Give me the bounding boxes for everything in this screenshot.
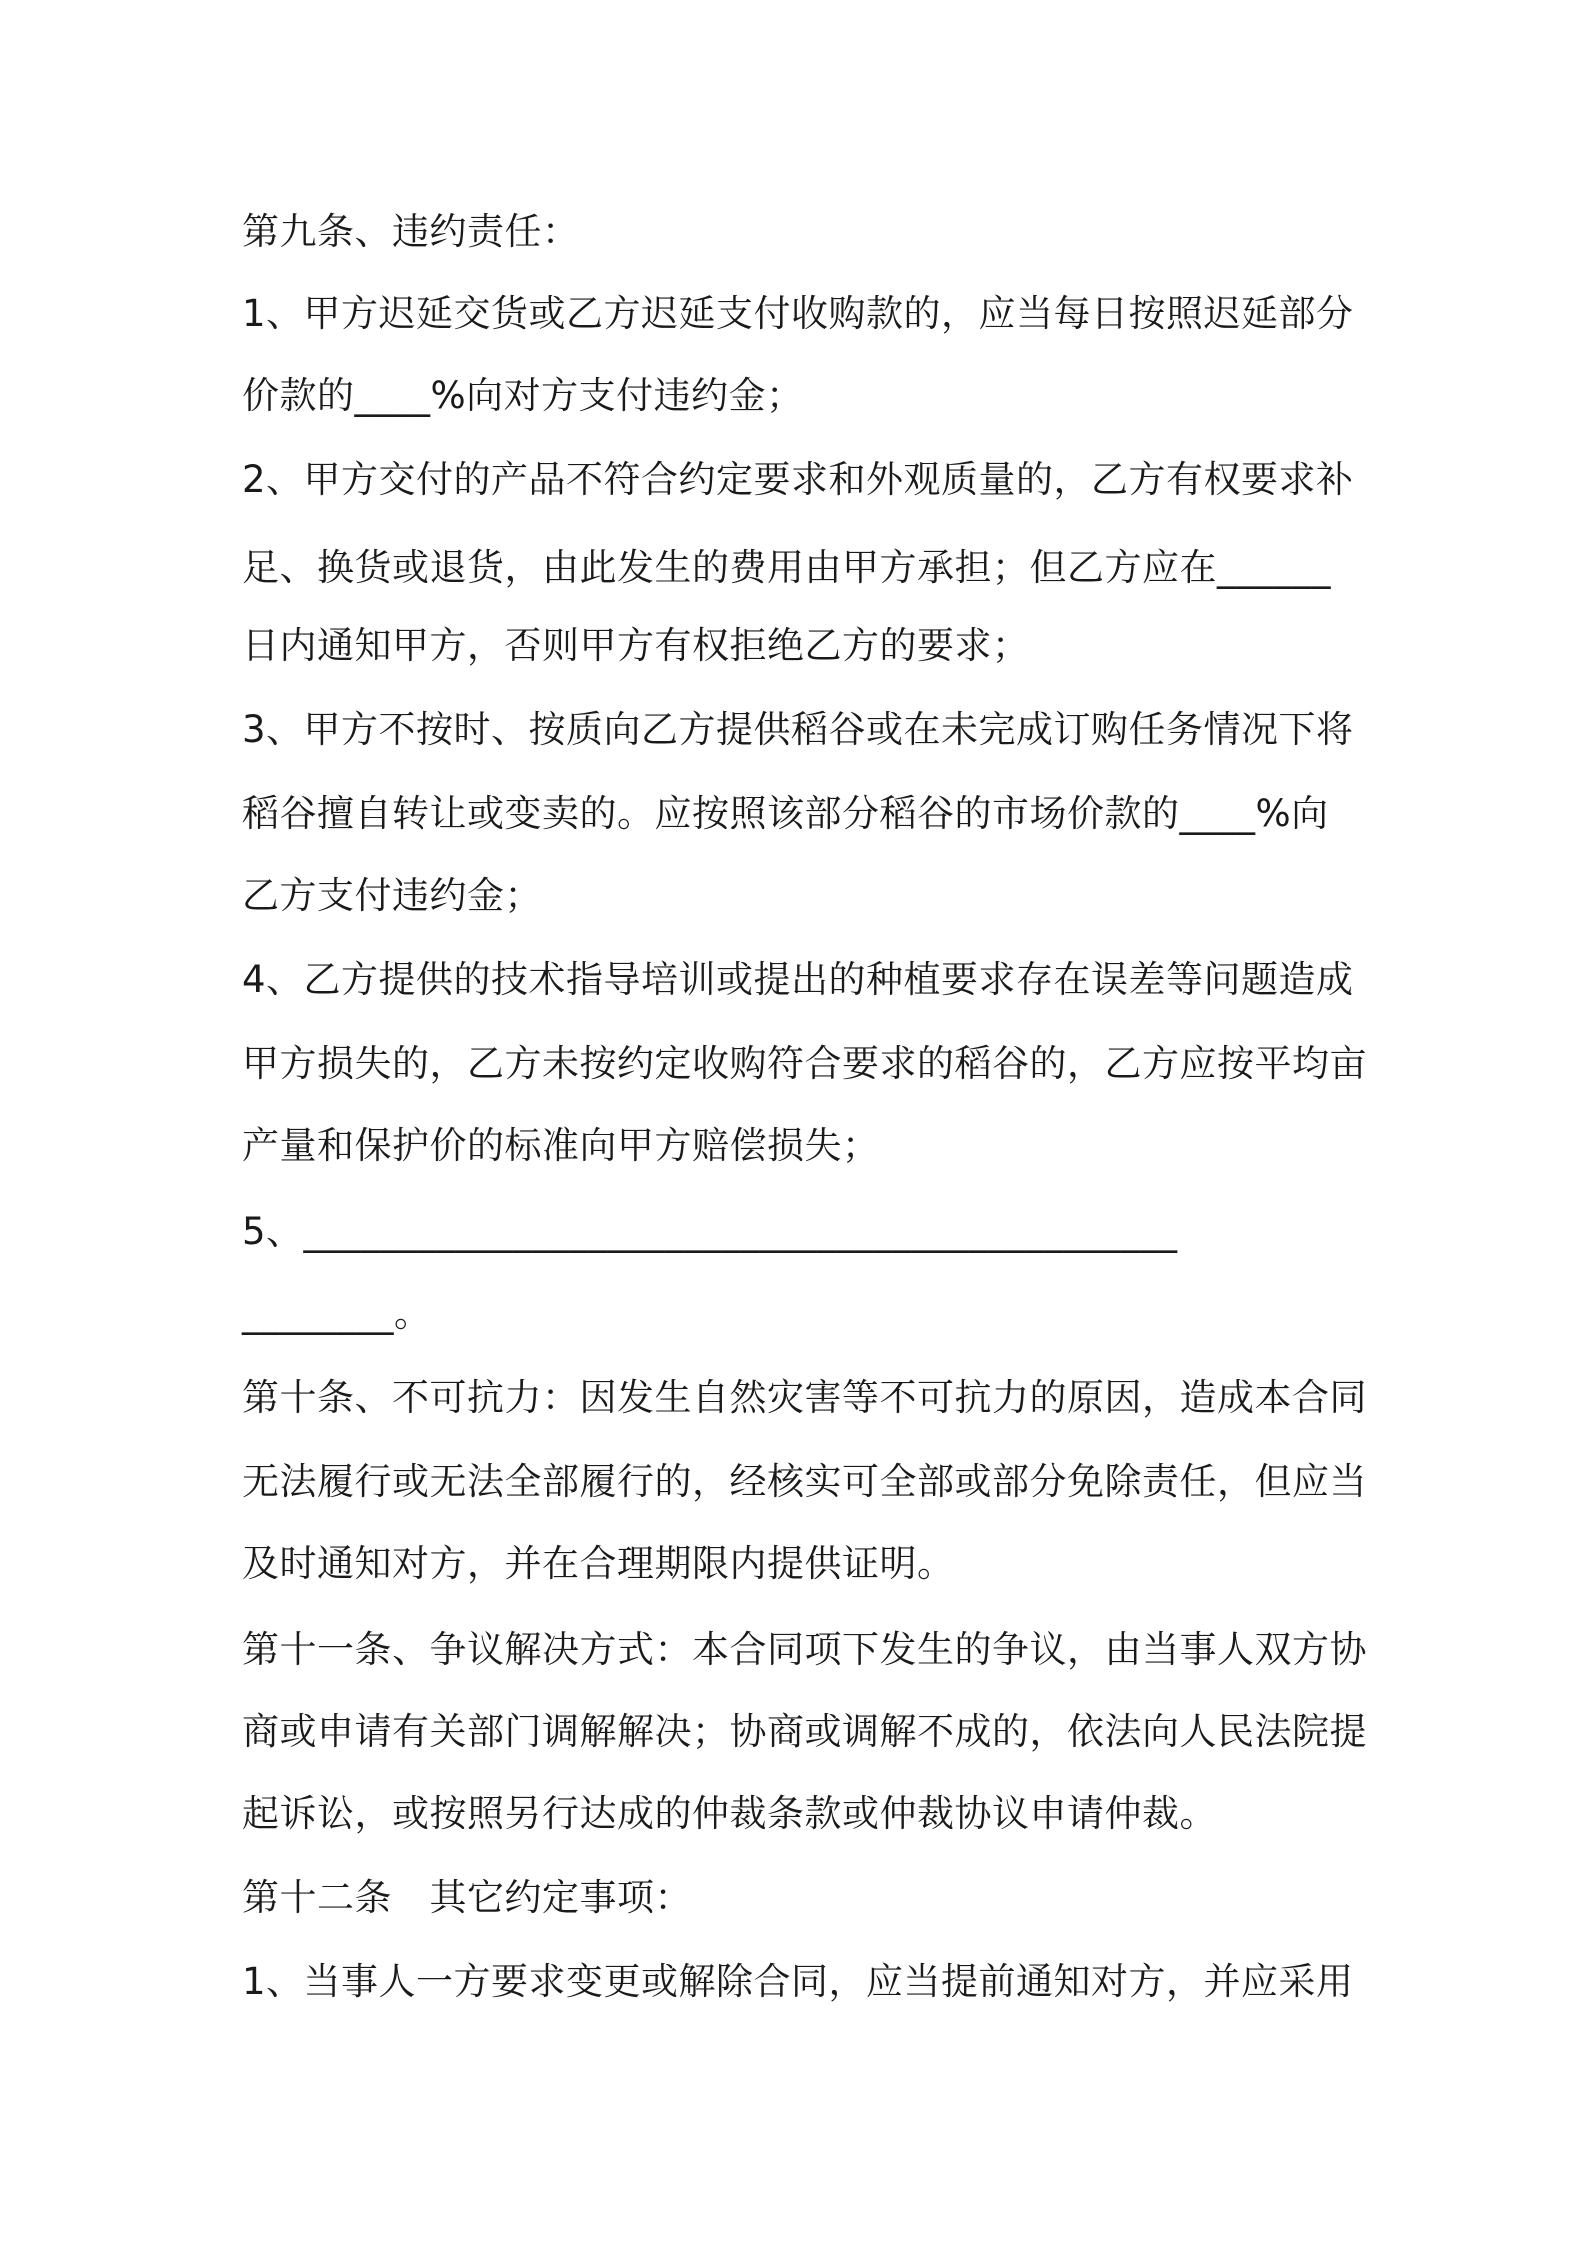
text-line: ________。 <box>242 1292 432 1335</box>
text-line: 3、甲方不按时、按质向乙方提供稻谷或在未完成订购任务情况下将 <box>242 708 1354 751</box>
article-10-heading: 第十条、不可抗力：因发生自然灾害等不可抗力的原因，造成本合同 <box>242 1376 1367 1419</box>
text-line: 无法履行或无法全部履行的，经核实可全部或部分免除责任，但应当 <box>242 1460 1367 1503</box>
text-line: 2、甲方交付的产品不符合约定要求和外观质量的，乙方有权要求补 <box>242 458 1354 501</box>
article-9-heading: 第九条、违约责任： <box>242 210 580 253</box>
text-line: 1、甲方迟延交货或乙方迟延支付收购款的，应当每日按照迟延部分 <box>242 292 1354 335</box>
article-12-heading: 第十二条 其它约定事项： <box>242 1876 692 1919</box>
text-line: 乙方支付违约金； <box>242 874 542 917</box>
text-line: 商或申请有关部门调解解决；协商或调解不成的，依法向人民法院提 <box>242 1710 1367 1753</box>
text-line: 5、______________________________________________ <box>242 1210 1178 1253</box>
text-line: 足、换货或退货，由此发生的费用由甲方承担；但乙方应在______ <box>242 546 1331 589</box>
text-line: 日内通知甲方，否则甲方有权拒绝乙方的要求； <box>242 624 1030 667</box>
article-11-heading: 第十一条、争议解决方式：本合同项下发生的争议，由当事人双方协 <box>242 1628 1367 1671</box>
text-line: 价款的____%向对方支付违约金； <box>242 374 804 417</box>
text-line: 及时通知对方，并在合理期限内提供证明。 <box>242 1542 955 1585</box>
text-line: 产量和保护价的标准向甲方赔偿损失； <box>242 1124 880 1167</box>
text-line: 起诉讼，或按照另行达成的仲裁条款或仲裁协议申请仲裁。 <box>242 1792 1217 1835</box>
text-line: 1、当事人一方要求变更或解除合同，应当提前通知对方，并应采用 <box>242 1960 1354 2003</box>
text-line: 稻谷擅自转让或变卖的。应按照该部分稻谷的市场价款的____%向 <box>242 792 1329 835</box>
text-line: 甲方损失的，乙方未按约定收购符合要求的稻谷的，乙方应按平均亩 <box>242 1042 1367 1085</box>
text-line: 4、乙方提供的技术指导培训或提出的种植要求存在误差等问题造成 <box>242 958 1354 1001</box>
